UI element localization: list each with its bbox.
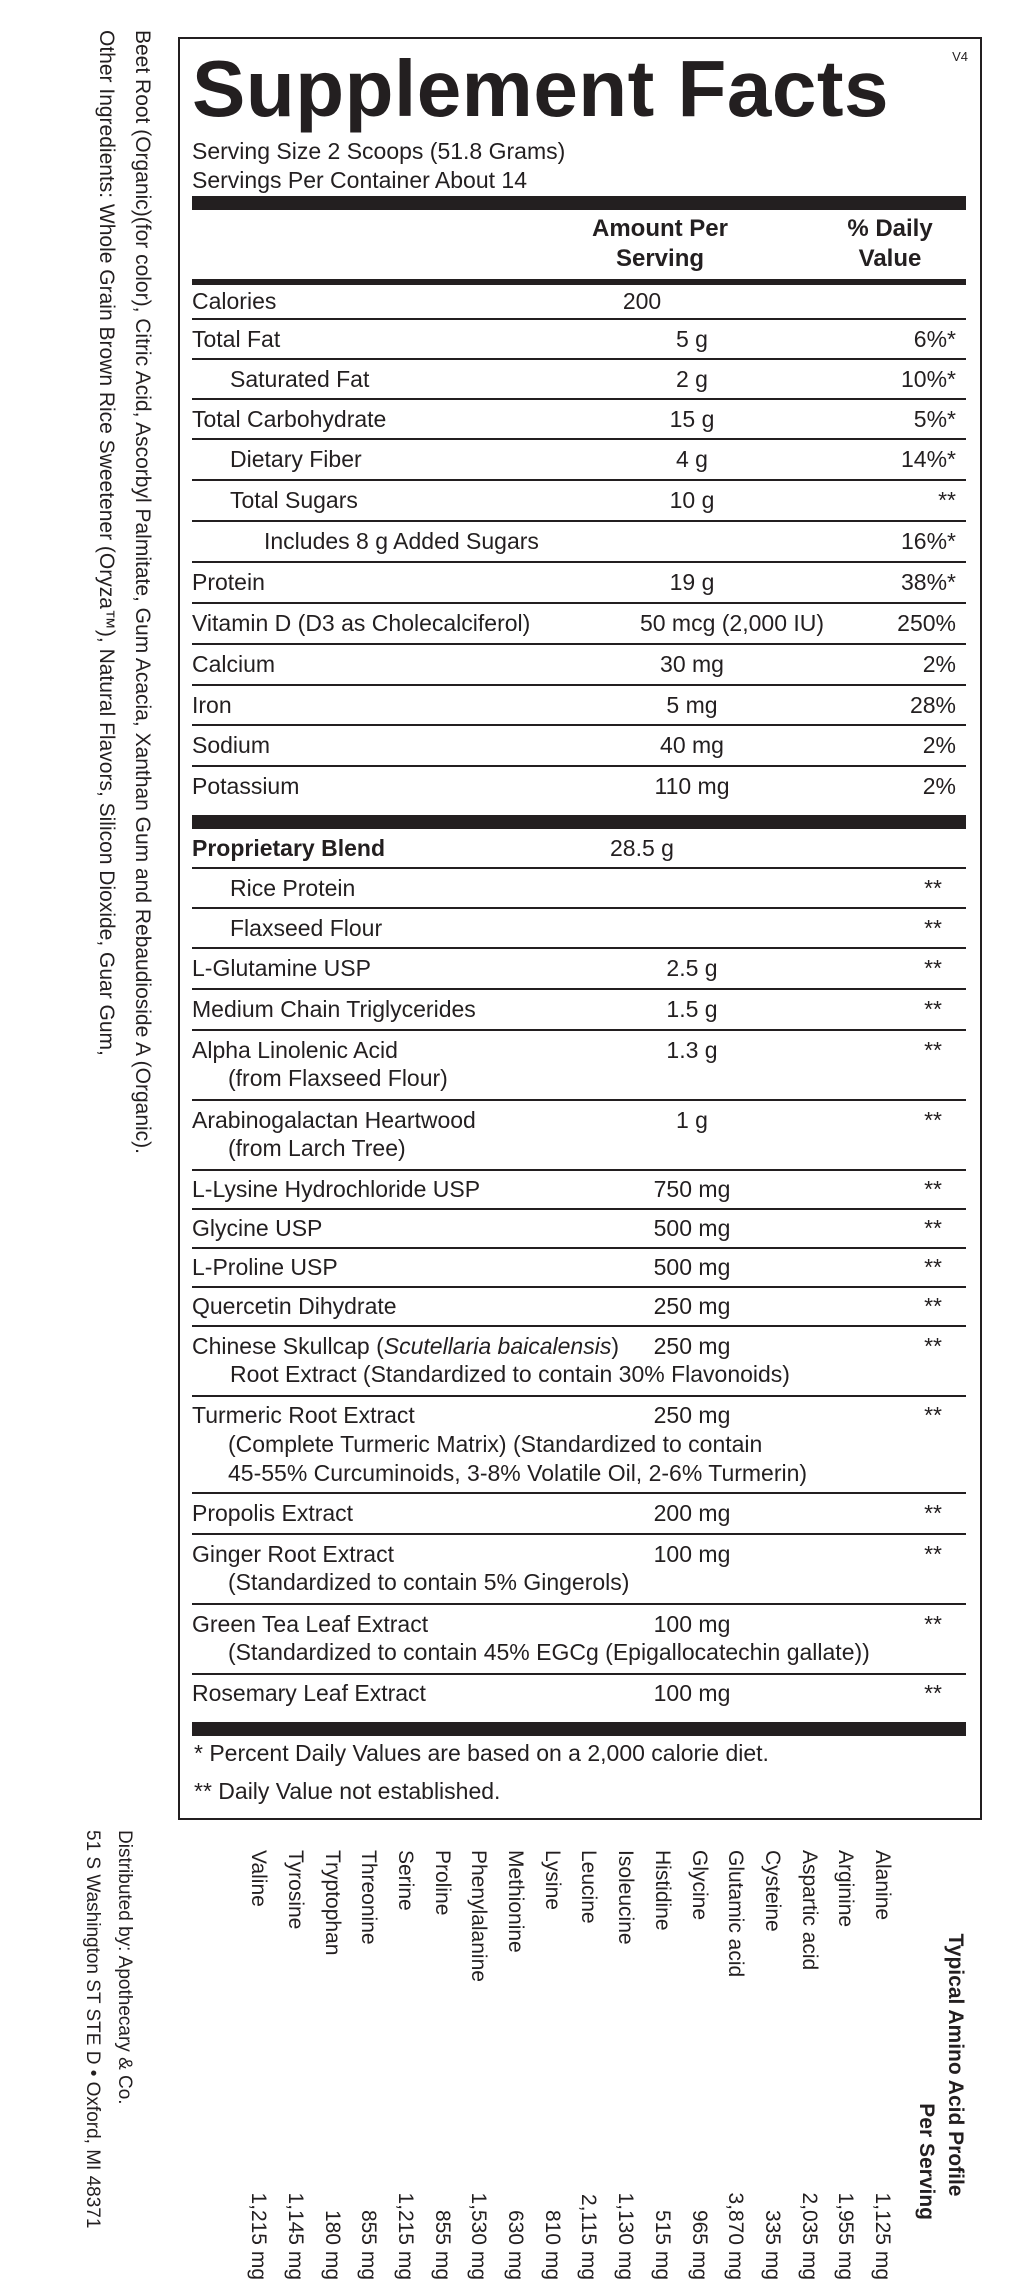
row-dv: **: [924, 1215, 942, 1241]
row-dv: **: [924, 1293, 942, 1319]
row-name: L-Lysine Hydrochloride USP: [192, 1176, 481, 1202]
amino-value: 1,125 mg: [871, 2192, 894, 2280]
blend-row: [192, 1288, 966, 1327]
amino-name: Valine: [247, 1850, 271, 1907]
row-name: Total Carbohydrate: [192, 406, 387, 432]
row-name: Vitamin D (D3 as Cholecalciferol): [192, 610, 531, 636]
row-subtext-2: 45-55% Curcuminoids, 3-8% Volatile Oil, 2-6% Turmerin): [228, 1460, 808, 1486]
row-dv: **: [924, 1107, 942, 1133]
row-name: Protein: [192, 569, 265, 595]
row-amount: 1 g: [676, 1107, 708, 1133]
row-dv: **: [924, 955, 942, 981]
nutrient-row: [192, 767, 966, 804]
row-dv: **: [924, 1176, 942, 1202]
nutrient-row: [192, 563, 966, 604]
blend-row: [192, 1494, 966, 1535]
row-dv: **: [924, 1333, 942, 1359]
blend-row: [192, 1605, 966, 1675]
blend-row: [192, 1397, 966, 1494]
row-subtext: (from Flaxseed Flour): [228, 1065, 448, 1091]
row-amount: 28.5 g: [610, 835, 674, 861]
row-name: Flaxseed Flour: [230, 915, 383, 941]
row-amount: 10 g: [669, 487, 715, 513]
amino-row: [753, 1850, 790, 2280]
row-subtext: (Standardized to contain 5% Gingerols): [228, 1569, 630, 1595]
blend-row: [192, 1101, 966, 1171]
row-amount: 1.5 g: [666, 996, 718, 1022]
row-name: [192, 1332, 619, 1361]
row-dv: 10%*: [901, 366, 956, 392]
row-amount: 500 mg: [653, 1254, 731, 1280]
row-amount: 4 g: [676, 446, 708, 472]
other-ingredients: [85, 30, 165, 1370]
amino-value: 180 mg: [320, 2209, 344, 2280]
row-name: Includes 8 g Added Sugars: [264, 528, 539, 554]
amino-row: [863, 1850, 900, 2280]
row-amount: 110 mg: [654, 773, 730, 799]
nutrient-row: [192, 440, 966, 481]
row-dv: 14%*: [901, 446, 956, 472]
amino-name: Alanine: [871, 1850, 894, 1921]
blend-row: [192, 909, 966, 949]
row-name: Glycine USP: [192, 1215, 323, 1241]
header-dv-line-2: Value: [858, 245, 922, 272]
amino-name: Histidine: [650, 1850, 674, 1931]
blend-row: [192, 1249, 966, 1288]
row-dv: **: [924, 1500, 942, 1526]
amino-value: 1,130 mg: [614, 2192, 638, 2280]
amino-value: 335 mg: [760, 2209, 784, 2280]
row-name: Alpha Linolenic Acid: [192, 1037, 398, 1063]
amino-acid-profile: [210, 1850, 970, 2280]
row-amount: 100 mg: [653, 1611, 731, 1637]
row-name: Sodium: [192, 732, 270, 758]
row-amount: 250 mg: [653, 1402, 731, 1428]
row-name: Propolis Extract: [192, 1500, 354, 1526]
amino-title: Typical Amino Acid Profile: [944, 1933, 967, 2197]
row-amount: 19 g: [669, 569, 715, 595]
row-amount: 50 mcg (2,000 IU): [639, 610, 825, 636]
row-name: L-Glutamine USP: [192, 955, 371, 981]
row-name: Total Sugars: [230, 487, 358, 513]
row-name: L-Proline USP: [192, 1254, 338, 1280]
row-dv: **: [924, 996, 942, 1022]
row-subtext: (Standardized to contain 45% EGCg (Epigallocatechin gallate)): [228, 1639, 870, 1665]
row-dv: **: [924, 1254, 942, 1280]
row-amount: 2.5 g: [666, 955, 718, 981]
supplement-facts-panel: [178, 37, 982, 1820]
divider-thick: [192, 1722, 966, 1736]
row-name: Rice Protein: [230, 875, 356, 901]
blend-row: [192, 1210, 966, 1249]
row-dv: 2%: [922, 651, 956, 677]
header-amount-line-2: Serving: [615, 245, 705, 272]
amino-name: Arginine: [834, 1850, 858, 1928]
amino-row: [240, 1850, 277, 2280]
version-label: V4: [952, 49, 968, 64]
amino-value: 810 mg: [540, 2209, 564, 2280]
row-amount: 200 mg: [653, 1500, 731, 1526]
row-dv: **: [938, 487, 956, 513]
divider-thick: [192, 815, 966, 829]
amino-row: [607, 1850, 644, 2280]
amino-name: Leucine: [577, 1850, 601, 1924]
row-name: Medium Chain Triglycerides: [192, 996, 476, 1022]
row-name: Green Tea Leaf Extract: [192, 1611, 429, 1637]
amino-value: 855 mg: [430, 2209, 454, 2280]
blend-row: [192, 1327, 966, 1397]
blend-row: [192, 949, 966, 990]
amino-row: [460, 1850, 497, 2280]
amino-list: [240, 1850, 900, 2280]
blend-row: [192, 1031, 966, 1101]
blend-rows: [192, 829, 966, 1713]
row-dv: 250%: [897, 610, 956, 636]
amino-name: Tyrosine: [284, 1850, 307, 1930]
amino-value: 630 mg: [504, 2209, 528, 2280]
nutrient-row: [192, 645, 966, 686]
row-name: Calcium: [192, 651, 276, 677]
header-daily-value: [830, 214, 950, 274]
nutrient-row: [192, 481, 966, 522]
row-amount: 5 g: [676, 326, 708, 352]
nutrient-row: [192, 522, 966, 563]
amino-name: Proline: [430, 1850, 454, 1916]
amino-name: Glutamic acid: [724, 1850, 748, 1978]
row-dv: **: [924, 1402, 942, 1428]
row-dv: **: [924, 1680, 942, 1706]
row-name: Turmeric Root Extract: [192, 1402, 415, 1428]
other-ingredients-line-2: Beet Root (Organic)(for color), Citric Acid, Ascorbyl Palmitate, Gum Acacia, Xanthan Gum and Rebaudioside A (Organic).: [131, 30, 154, 1154]
amino-value: 1,955 mg: [834, 2192, 858, 2280]
amino-name: Methionine: [504, 1850, 528, 1953]
distributor-address: 51 S Washington ST STE D • Oxford, MI 48371: [82, 1830, 103, 2229]
amino-row: [643, 1850, 680, 2280]
blend-row: [192, 990, 966, 1031]
row-name: Arabinogalactan Heartwood: [192, 1107, 476, 1133]
serving-info: [192, 137, 565, 195]
amino-name: Tryptophan: [320, 1850, 344, 1956]
row-subtext: (Complete Turmeric Matrix) (Standardized to contain: [228, 1431, 763, 1457]
row-amount: 200: [622, 288, 662, 314]
row-amount: 2 g: [676, 366, 708, 392]
row-name: Calories: [192, 288, 277, 314]
amino-row: [717, 1850, 754, 2280]
amino-row: [570, 1850, 607, 2280]
header-amount-line-1: Amount Per: [591, 215, 728, 242]
row-dv: **: [924, 1541, 942, 1567]
row-amount: 100 mg: [653, 1680, 731, 1706]
amino-name: Phenylalanine: [467, 1850, 491, 1982]
row-amount: 1.3 g: [666, 1037, 718, 1063]
divider-thick: [192, 196, 966, 210]
amino-value: 1,215 mg: [247, 2192, 271, 2280]
servings-per-container: Servings Per Container About 14: [192, 167, 527, 193]
row-amount: 100 mg: [653, 1541, 731, 1567]
amino-value: 3,870 mg: [724, 2192, 748, 2280]
row-name: Quercetin Dihydrate: [192, 1293, 397, 1319]
amino-name: Serine: [394, 1850, 418, 1911]
row-name: Dietary Fiber: [230, 446, 362, 472]
row-name: Potassium: [192, 773, 300, 799]
distributor-line-1: Distributed by: Apothecary & Co.: [114, 1830, 135, 2105]
amino-value: 515 mg: [650, 2209, 674, 2280]
amino-row: [276, 1850, 313, 2280]
blend-row: [192, 1535, 966, 1605]
row-subtext: Root Extract (Standardized to contain 30% Flavonoids): [230, 1361, 790, 1387]
amino-row: [313, 1850, 350, 2280]
row-amount: 750 mg: [653, 1176, 731, 1202]
row-dv: 2%: [922, 732, 956, 758]
row-amount: 40 mg: [660, 732, 724, 758]
row-subtext: (from Larch Tree): [228, 1135, 406, 1161]
row-dv: **: [924, 875, 942, 901]
header-dv-line-1: % Daily: [847, 215, 933, 242]
amino-value: 855 mg: [357, 2209, 381, 2280]
nutrient-row: [192, 285, 966, 320]
row-amount: 250 mg: [653, 1293, 731, 1319]
amino-row: [386, 1850, 423, 2280]
amino-value: 1,215 mg: [394, 2192, 418, 2280]
amino-row: [533, 1850, 570, 2280]
row-name-italic: Scutellaria baicalensis: [383, 1333, 612, 1359]
amino-subtitle: Per Serving: [915, 2103, 938, 2220]
amino-value: 1,530 mg: [467, 2192, 491, 2280]
row-dv: 2%: [922, 773, 956, 799]
amino-row: [680, 1850, 717, 2280]
row-name-end: ): [611, 1333, 620, 1359]
row-dv: **: [924, 1611, 942, 1637]
row-amount: 30 mg: [660, 651, 724, 677]
amino-row: [350, 1850, 387, 2280]
row-dv: 5%*: [913, 406, 956, 432]
row-amount: 250 mg: [653, 1333, 731, 1359]
nutrient-rows: [192, 285, 966, 804]
serving-size: Serving Size 2 Scoops (51.8 Grams): [192, 138, 566, 164]
amino-row: [496, 1850, 533, 2280]
amino-name: Glycine: [687, 1850, 711, 1921]
nutrient-row: [192, 360, 966, 400]
amino-name: Aspartic acid: [797, 1850, 821, 1971]
amino-value: 965 mg: [687, 2209, 711, 2280]
other-ingredients-line-1: Other Ingredients: Whole Grain Brown Rice Sweetener (Oryza™), Natural Flavors, Silicon Dioxide, Guar Gum,: [95, 30, 118, 1056]
row-amount: 5 mg: [666, 692, 718, 718]
amino-value: 2,035 mg: [797, 2192, 821, 2280]
row-dv: 16%*: [901, 528, 956, 554]
panel-title: Supplement Facts: [192, 44, 890, 133]
amino-row: [423, 1850, 460, 2280]
row-name: Ginger Root Extract: [192, 1541, 394, 1567]
row-dv: 38%*: [901, 569, 956, 595]
row-name: Iron: [192, 692, 232, 718]
row-amount: 15 g: [669, 406, 715, 432]
footnote-daily-values: * Percent Daily Values are based on a 2,000 calorie diet.: [194, 1740, 769, 1766]
row-dv: **: [924, 915, 942, 941]
blend-row: [192, 869, 966, 909]
nutrient-row: [192, 320, 966, 360]
amino-row: [827, 1850, 864, 2280]
header-amount: [570, 214, 750, 274]
amino-value: 2,115 mg: [577, 2194, 601, 2280]
nutrient-row: [192, 686, 966, 726]
row-name: Saturated Fat: [230, 366, 370, 392]
row-name: Proprietary Blend: [192, 835, 385, 861]
amino-value: 1,145 mg: [284, 2192, 307, 2280]
nutrient-row: [192, 726, 966, 767]
blend-row: [192, 829, 966, 869]
amino-name: Threonine: [357, 1850, 381, 1945]
row-name: Rosemary Leaf Extract: [192, 1680, 426, 1706]
blend-row: [192, 1171, 966, 1210]
row-name-start: Chinese Skullcap (: [192, 1333, 384, 1359]
amino-name: Isoleucine: [614, 1850, 638, 1945]
row-amount: 500 mg: [653, 1215, 731, 1241]
amino-name: Cysteine: [760, 1850, 784, 1932]
nutrient-row: [192, 400, 966, 440]
distributor: [80, 1830, 140, 2270]
blend-row: [192, 1675, 966, 1713]
row-dv: 28%: [909, 692, 956, 718]
amino-name: Lysine: [540, 1850, 564, 1910]
nutrient-row: [192, 604, 966, 645]
footnote-not-established: ** Daily Value not established.: [194, 1778, 501, 1804]
row-name: Total Fat: [192, 326, 281, 352]
amino-row: [790, 1850, 827, 2280]
row-dv: **: [924, 1037, 942, 1063]
row-dv: 6%*: [913, 326, 956, 352]
